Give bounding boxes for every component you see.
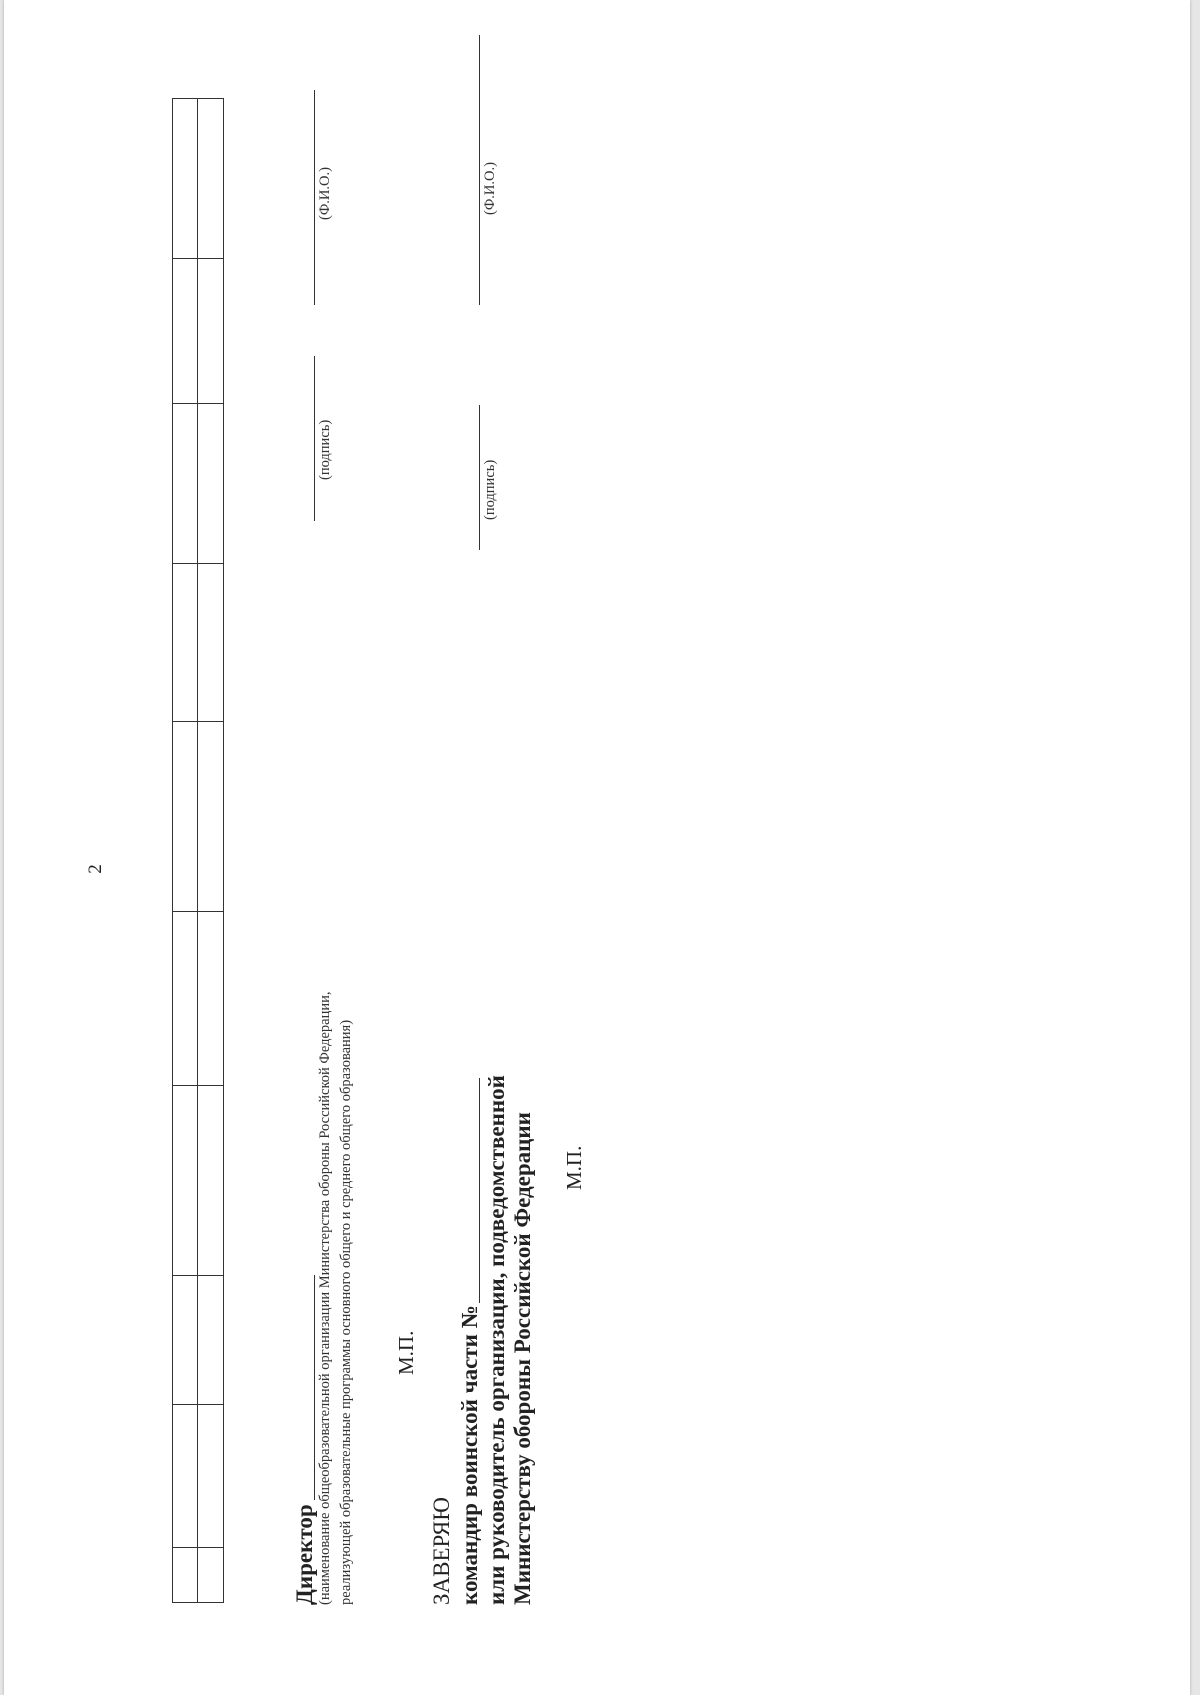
certify-heading: ЗАВЕРЯЮ — [429, 1497, 454, 1605]
certify-stamp-mark: М.П. — [562, 1145, 586, 1190]
table-row-divider — [173, 258, 223, 259]
director-fio-caption: (Ф.И.О.) — [317, 167, 333, 220]
table-column-divider — [197, 99, 198, 1602]
certify-fio-caption: (Ф.И.О.) — [482, 162, 498, 215]
document-page — [4, 0, 1190, 1695]
director-fio-line — [314, 90, 315, 305]
certify-line1: командир воинской части № — [457, 1305, 482, 1605]
table-row-divider — [173, 1404, 223, 1405]
table-row-divider — [173, 1085, 223, 1086]
director-caption-line2: реализующей образовательные программы основного общего и среднего общего образования) — [338, 1019, 354, 1605]
table-row-divider — [173, 721, 223, 722]
director-caption-line1: (наименование общеобразовательной организации Министерства обороны Российской Федерации, — [317, 991, 333, 1605]
director-signature-line — [314, 356, 315, 521]
director-stamp-mark: М.П. — [394, 1330, 418, 1375]
certify-signature-line — [479, 405, 480, 550]
table-row-divider — [173, 563, 223, 564]
page-number: 2 — [85, 864, 106, 874]
certify-signature-caption: (подпись) — [482, 459, 498, 520]
certify-line3: Министерству обороны Российской Федерации — [510, 1112, 535, 1605]
blank-table — [172, 98, 224, 1603]
table-row-divider — [173, 1547, 223, 1548]
director-label: Директор — [292, 1504, 317, 1605]
certify-line2: или руководитель организации, подведомственной — [484, 1075, 509, 1605]
table-row-divider — [173, 1275, 223, 1276]
table-row-divider — [173, 911, 223, 912]
director-signature-caption: (подпись) — [317, 419, 333, 480]
certify-fio-line — [479, 35, 480, 305]
signature-block — [284, 145, 584, 1605]
director-name-line — [314, 1275, 315, 1500]
military-unit-number-line — [479, 1078, 480, 1303]
table-row-divider — [173, 403, 223, 404]
